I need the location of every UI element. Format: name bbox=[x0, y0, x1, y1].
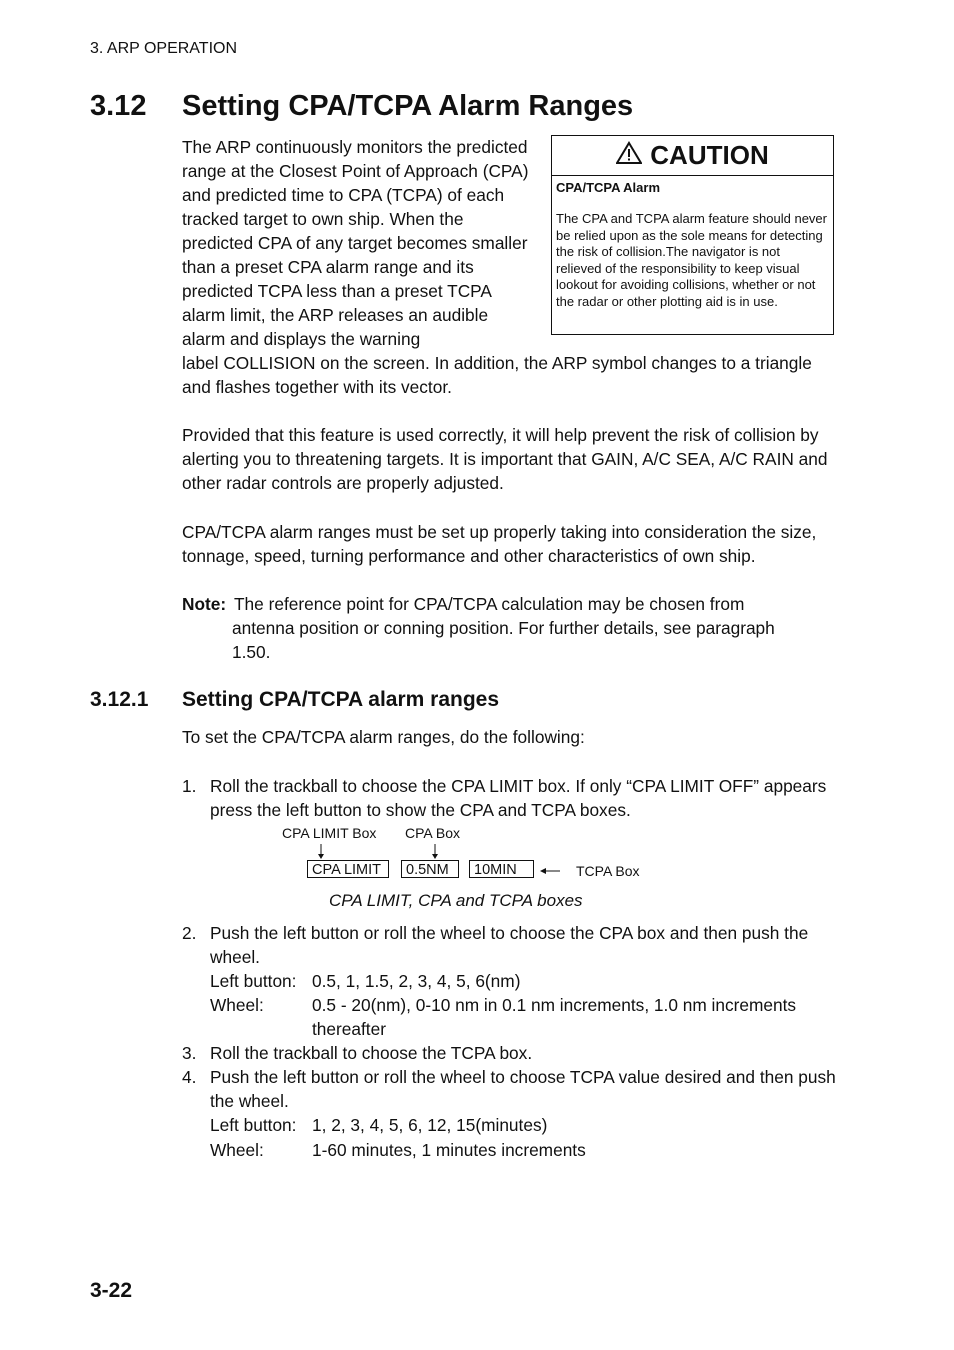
step-text: Push the left button or roll the wheel to choose TCPA value desired and then push the wheel. bbox=[210, 1067, 836, 1111]
caution-subtitle: CPA/TCPA Alarm bbox=[556, 180, 661, 195]
left-button-values: 0.5, 1, 1.5, 2, 3, 4, 5, 6(nm) bbox=[312, 971, 521, 991]
intro-paragraph: The ARP continuously monitors the predicted range at the Closest Point of Approach (CPA) and predicted time to CPA (TCPA) of each tracked target to own ship. When the predicted CPA of any target becomes smaller than a preset CPA alarm range and its predicted TCPA less than a preset TCPA alarm limit, the ARP releases an audible alarm and displays the warning bbox=[182, 137, 529, 349]
paragraph-feature-usage: Provided that this feature is used correctly, it will help prevent the risk of collision by alerting you to threatening targets. It is important that GAIN, A/C SEA, A/C RAIN and other radar controls are properly adjusted. bbox=[182, 425, 828, 493]
caution-box bbox=[551, 135, 834, 335]
warning-triangle-icon bbox=[616, 141, 642, 170]
cpa-box: 0.5NM bbox=[401, 860, 459, 878]
step-text: Roll the trackball to choose the CPA LIMIT box. If only “CPA LIMIT OFF” appears press the left button to show the CPA and TCPA boxes. bbox=[210, 776, 827, 820]
figure-caption: CPA LIMIT, CPA and TCPA boxes bbox=[329, 891, 583, 910]
subsection-number: 3.12.1 bbox=[90, 688, 149, 711]
note-line-2: antenna position or conning position. For further details, see paragraph bbox=[232, 618, 775, 638]
note-line-1: The reference point for CPA/TCPA calculation may be chosen from bbox=[234, 594, 745, 614]
section-number: 3.12 bbox=[90, 90, 147, 122]
tcpa-box-label: TCPA Box bbox=[576, 863, 640, 879]
wheel-label: Wheel: bbox=[210, 1140, 264, 1160]
left-button-values: 1, 2, 3, 4, 5, 6, 12, 15(minutes) bbox=[312, 1115, 548, 1135]
wheel-label: Wheel: bbox=[210, 995, 264, 1015]
cpa-limit-box: CPA LIMIT bbox=[307, 860, 389, 878]
step-text: Push the left button or roll the wheel to choose the CPA box and then push the wheel. bbox=[210, 923, 809, 967]
step-number: 3. bbox=[182, 1043, 197, 1063]
step-number: 4. bbox=[182, 1067, 197, 1087]
page-number: 3-22 bbox=[90, 1279, 133, 1302]
running-header: 3. ARP OPERATION bbox=[90, 40, 238, 57]
section-title: Setting CPA/TCPA Alarm Ranges bbox=[182, 90, 634, 122]
step-number: 2. bbox=[182, 923, 197, 943]
left-button-label: Left button: bbox=[210, 971, 297, 991]
paragraph-setup: CPA/TCPA alarm ranges must be set up properly taking into consideration the size, tonnage, speed, turning performance and other characteristics of own ship. bbox=[182, 522, 817, 566]
caution-title: CAUTION bbox=[650, 140, 769, 170]
caution-header bbox=[552, 136, 833, 176]
intro-paragraph-continued: label COLLISION on the screen. In addition, the ARP symbol changes to a triangle and flashes together with its vector. bbox=[182, 353, 812, 397]
caution-body: The CPA and TCPA alarm feature should never be relied upon as the sole means for detecting the risk of collision.The navigator is not relieved of the responsibility to keep visual lookout for avoiding collisions, whether or not the radar or other plotting aid is in use. bbox=[556, 211, 827, 309]
wheel-values: 1-60 minutes, 1 minutes increments bbox=[312, 1140, 586, 1160]
note-label: Note: bbox=[182, 594, 227, 614]
cpa-box-label: CPA Box bbox=[405, 825, 460, 841]
step-number: 1. bbox=[182, 776, 197, 796]
subsection-title: Setting CPA/TCPA alarm ranges bbox=[182, 688, 500, 711]
tcpa-box: 10MIN bbox=[469, 860, 534, 878]
step-text: Roll the trackball to choose the TCPA box. bbox=[210, 1043, 533, 1063]
subsection-intro: To set the CPA/TCPA alarm ranges, do the following: bbox=[182, 727, 585, 747]
cpa-limit-box-label: CPA LIMIT Box bbox=[282, 825, 377, 841]
left-button-label: Left button: bbox=[210, 1115, 297, 1135]
note-line-3: 1.50. bbox=[232, 642, 271, 662]
wheel-values: 0.5 - 20(nm), 0-10 nm in 0.1 nm increments, 1.0 nm increments thereafter bbox=[312, 995, 797, 1039]
